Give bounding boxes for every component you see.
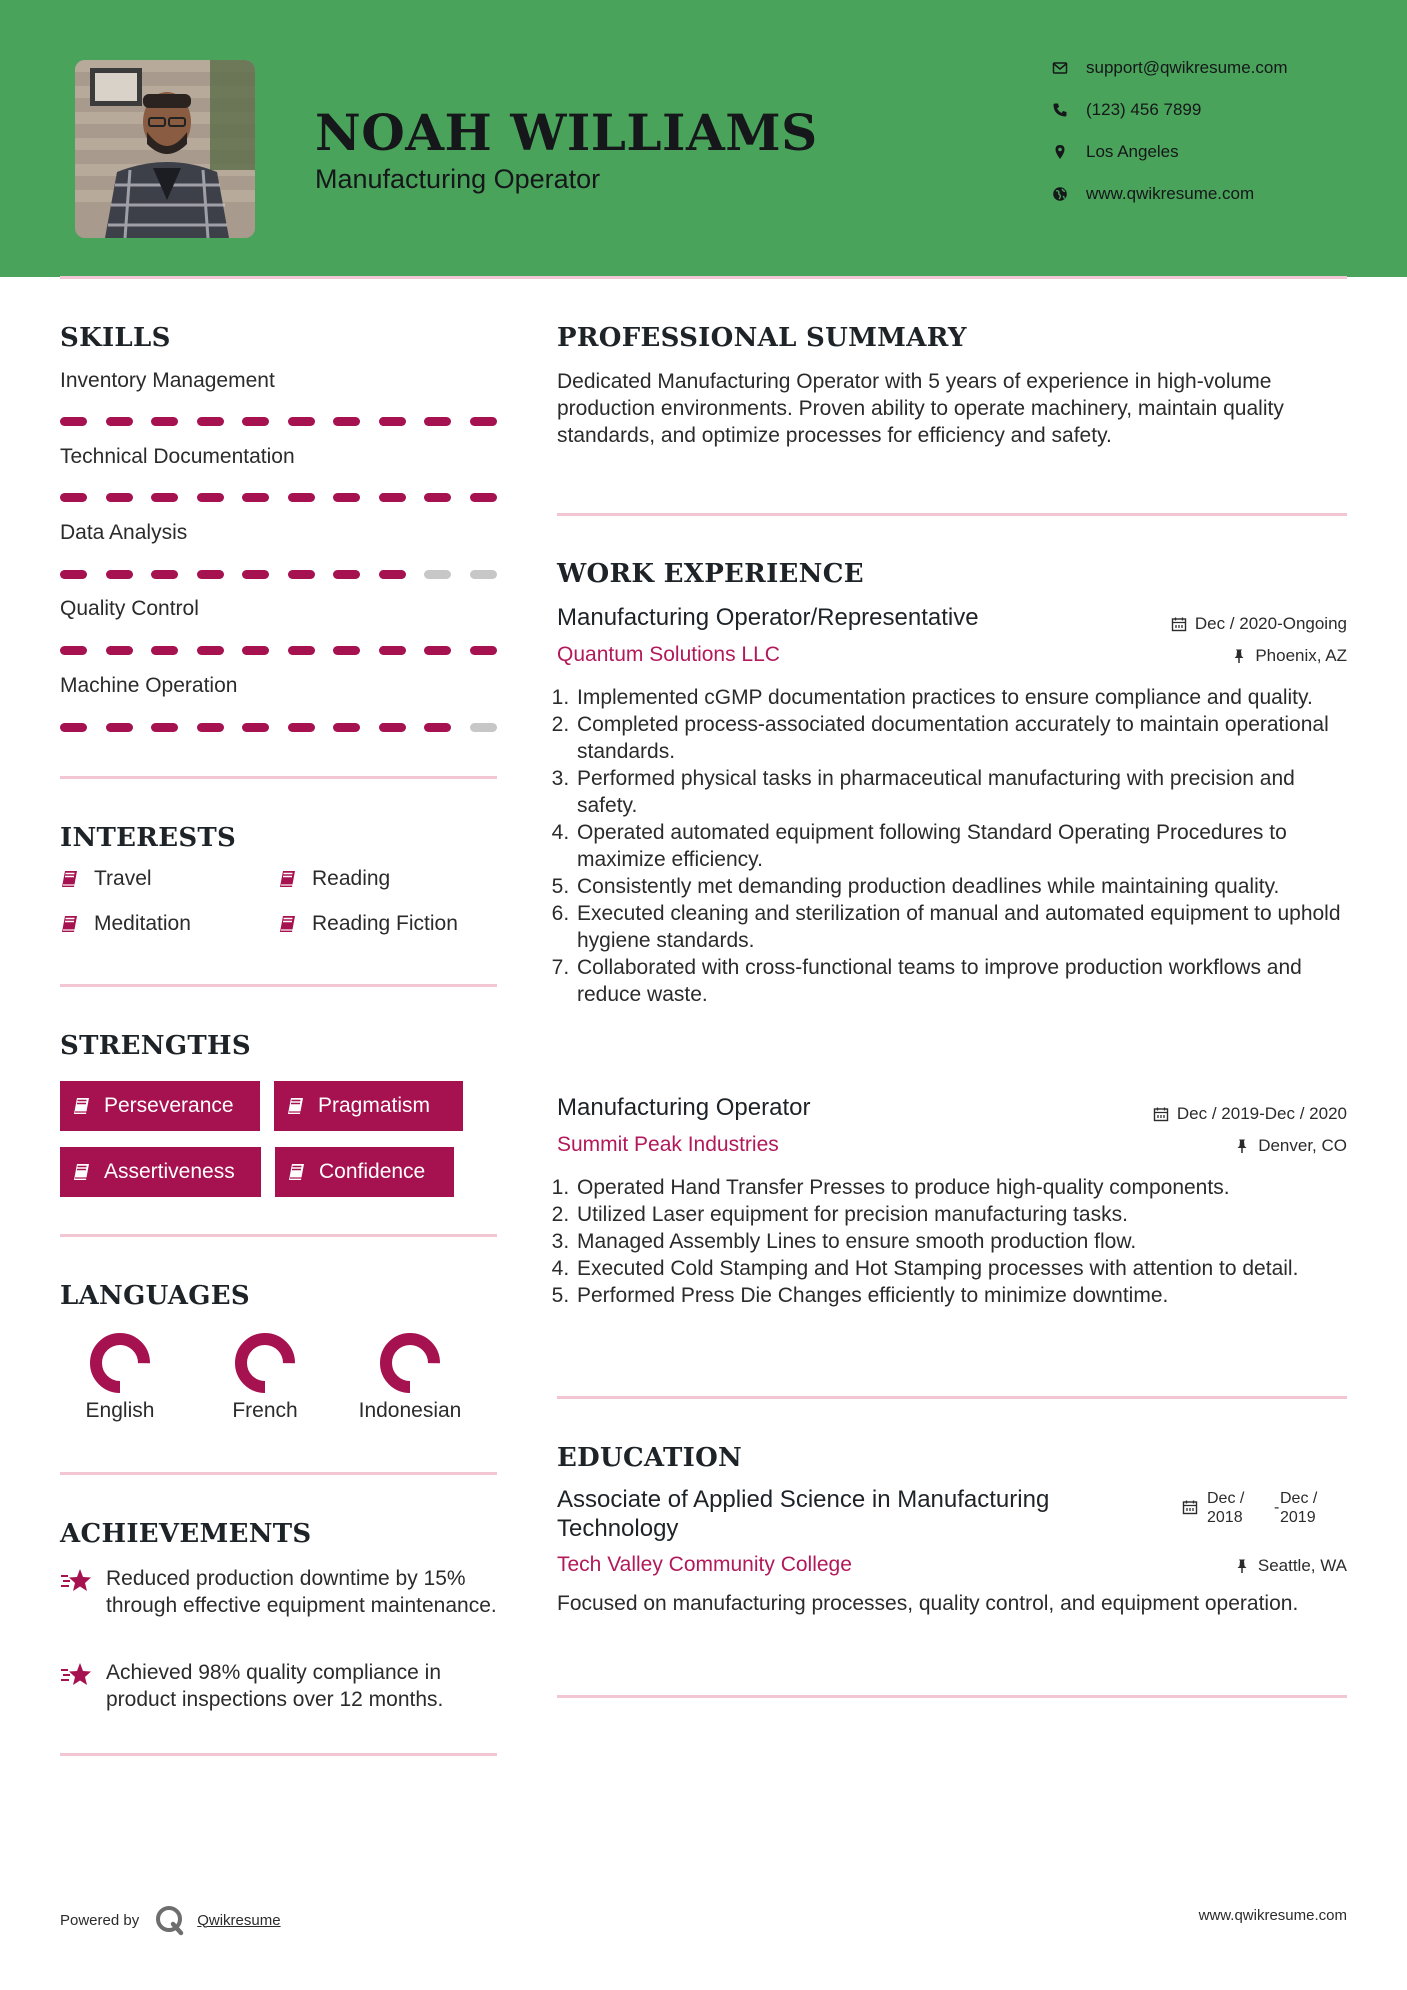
- language-level-ring: [378, 1331, 442, 1395]
- duty-item: 3. Performed physical tasks in pharmaceutical manufacturing with precision and safety.: [575, 765, 1357, 819]
- candidate-name: NOAH WILLIAMS: [315, 103, 818, 162]
- candidate-title: Manufacturing Operator: [315, 164, 601, 194]
- experience-heading: WORK EXPERIENCE: [557, 559, 864, 589]
- skill-dot-filled: [242, 723, 269, 732]
- interest-item: [60, 912, 191, 936]
- duty-item: 1. Implemented cGMP documentation practices to ensure compliance and quality.: [575, 684, 1357, 711]
- footer-url[interactable]: www.qwikresume.com: [1198, 1907, 1347, 1924]
- book-icon: [60, 914, 80, 934]
- qwikresume-logo-icon: [153, 1903, 187, 1937]
- job-location-text: Phoenix, AZ: [1255, 646, 1347, 665]
- skill-dot-filled: [470, 646, 497, 655]
- header-divider: [60, 276, 1347, 279]
- language-label: French: [232, 1399, 298, 1422]
- skill-dot-filled: [288, 493, 315, 502]
- skill-dot-filled: [424, 493, 451, 502]
- skill-dot-filled: [333, 646, 360, 655]
- strength-label: Perseverance: [104, 1094, 234, 1117]
- calendar-icon: [1171, 616, 1187, 632]
- achievement-text: Reduced production downtime by 15% through effective equipment maintenance.: [106, 1567, 497, 1617]
- skill-dot-filled: [379, 570, 406, 579]
- language-item: [60, 1331, 180, 1423]
- shooting-star-icon: [60, 1567, 92, 1595]
- skills-heading: SKILLS: [60, 323, 171, 353]
- skill-dot-filled: [288, 723, 315, 732]
- skill-dot-filled: [106, 493, 133, 502]
- section-divider: [60, 1753, 497, 1756]
- section-divider: [557, 1396, 1347, 1399]
- interest-label: Reading Fiction: [312, 912, 458, 935]
- skill-dot-filled: [333, 570, 360, 579]
- contact-phone[interactable]: [1050, 100, 1201, 120]
- education-location: [1234, 1556, 1347, 1576]
- language-level-ring: [233, 1331, 297, 1395]
- skill-dot-filled: [106, 417, 133, 426]
- job-title: Manufacturing Operator: [557, 1094, 811, 1121]
- education-date-separator: -: [1274, 1499, 1280, 1516]
- skill-dot-filled: [106, 570, 133, 579]
- company-name: Summit Peak Industries: [557, 1133, 779, 1156]
- language-level-arc: [96, 1339, 144, 1387]
- skill-dot-filled: [333, 493, 360, 502]
- footer-powered-by: [60, 1903, 281, 1937]
- interest-label: Travel: [94, 867, 152, 890]
- map-pin-icon: [1050, 142, 1070, 162]
- language-label: Indonesian: [358, 1399, 462, 1422]
- book-icon: [287, 1162, 307, 1182]
- education-end-date: Dec / 2019: [1280, 1490, 1318, 1526]
- pushpin-icon: [1234, 1558, 1250, 1574]
- duty-item: 4. Executed Cold Stamping and Hot Stamping processes with attention to detail.: [575, 1255, 1357, 1282]
- achievement-text: Achieved 98% quality compliance in product inspections over 12 months.: [106, 1661, 444, 1711]
- duty-item: 1. Operated Hand Transfer Presses to produce high-quality components.: [575, 1174, 1357, 1201]
- book-icon: [286, 1096, 306, 1116]
- skill-dot-filled: [242, 417, 269, 426]
- skill-dot-filled: [424, 417, 451, 426]
- pushpin-icon: [1231, 648, 1247, 664]
- education-description: Focused on manufacturing processes, quality control, and equipment operation.: [557, 1592, 1299, 1615]
- skill-name: Data Analysis: [60, 521, 188, 544]
- skill-dot-filled: [333, 723, 360, 732]
- skill-rating: [60, 570, 497, 579]
- pushpin-icon: [1234, 1138, 1250, 1154]
- section-divider: [60, 1234, 497, 1237]
- summary-text: Dedicated Manufacturing Operator with 5 years of experience in high-volume production environments. Proven ability to operate machinery, maintain quality standards, and optimize processes for efficiency and safety.: [557, 370, 1284, 447]
- skill-rating: [60, 646, 497, 655]
- duty-item: 7. Collaborated with cross-functional teams to improve production workflows and reduce waste.: [575, 954, 1357, 1008]
- skill-dot-filled: [242, 493, 269, 502]
- skill-dot-filled: [60, 723, 87, 732]
- skill-dot-filled: [106, 723, 133, 732]
- book-icon: [60, 869, 80, 889]
- contact-phone-text: (123) 456 7899: [1086, 100, 1202, 119]
- phone-icon: [1050, 100, 1070, 120]
- envelope-icon: [1050, 58, 1070, 78]
- skill-dot-filled: [197, 417, 224, 426]
- skill-dot-filled: [424, 646, 451, 655]
- job-date: [1153, 1104, 1347, 1124]
- job-date: [1171, 614, 1347, 634]
- skill-name: Technical Documentation: [60, 445, 295, 468]
- summary-heading: PROFESSIONAL SUMMARY: [557, 323, 967, 353]
- book-icon: [278, 869, 298, 889]
- skill-dot-filled: [379, 646, 406, 655]
- language-level-ring: [88, 1331, 152, 1395]
- qwikresume-link[interactable]: Qwikresume: [197, 1911, 281, 1929]
- skill-dot-filled: [197, 723, 224, 732]
- school-name: Tech Valley Community College: [557, 1553, 852, 1576]
- skill-rating: [60, 417, 497, 426]
- skill-dot-filled: [288, 646, 315, 655]
- skill-dot-filled: [60, 646, 87, 655]
- skill-name: Machine Operation: [60, 674, 238, 697]
- language-level-arc: [241, 1339, 289, 1387]
- skill-rating: [60, 493, 497, 502]
- language-label: English: [85, 1399, 155, 1422]
- skill-dot-empty: [424, 570, 451, 579]
- skill-dot-filled: [151, 723, 178, 732]
- skill-dot-filled: [197, 493, 224, 502]
- skill-dot-filled: [151, 417, 178, 426]
- contact-location-text: Los Angeles: [1086, 142, 1179, 161]
- skill-dot-filled: [470, 417, 497, 426]
- skill-dot-filled: [151, 570, 178, 579]
- languages-heading: LANGUAGES: [60, 1281, 250, 1311]
- education-start-date: Dec / 2018: [1207, 1490, 1245, 1526]
- job-location: [1234, 1136, 1347, 1156]
- achievements-heading: ACHIEVEMENTS: [60, 1519, 312, 1549]
- job-duties: [557, 1174, 1357, 1309]
- section-divider: [557, 1695, 1347, 1698]
- section-divider: [60, 1472, 497, 1475]
- contact-email-text: support@qwikresume.com: [1086, 58, 1288, 77]
- language-level-arc: [386, 1339, 434, 1387]
- skill-dot-filled: [106, 646, 133, 655]
- powered-by-label: Powered by: [60, 1911, 140, 1929]
- interest-item: [278, 912, 458, 936]
- skill-dot-filled: [197, 570, 224, 579]
- interest-item: [60, 867, 152, 891]
- achievement-item: [60, 1659, 500, 1713]
- contact-website[interactable]: [1050, 184, 1254, 204]
- job-date-text: Dec / 2020-Ongoing: [1194, 614, 1347, 633]
- skill-dot-filled: [60, 417, 87, 426]
- job-title: Manufacturing Operator/Representative: [557, 604, 979, 631]
- shooting-star-icon: [60, 1661, 92, 1689]
- calendar-icon: [1182, 1499, 1198, 1515]
- skill-dot-filled: [288, 417, 315, 426]
- book-icon: [278, 914, 298, 934]
- section-divider: [60, 776, 497, 779]
- skill-rating: [60, 723, 497, 732]
- language-item: [205, 1331, 325, 1423]
- interests-heading: INTERESTS: [60, 823, 237, 853]
- skill-dot-filled: [60, 570, 87, 579]
- company-name: Quantum Solutions LLC: [557, 643, 780, 666]
- contact-email[interactable]: [1050, 58, 1288, 78]
- contact-location: [1050, 142, 1179, 162]
- duty-item: 5. Performed Press Die Changes efficiently to minimize downtime.: [575, 1282, 1357, 1309]
- interest-label: Meditation: [94, 912, 191, 935]
- contact-website-text: www.qwikresume.com: [1086, 184, 1255, 203]
- strengths-heading: STRENGTHS: [60, 1031, 251, 1061]
- skill-dot-filled: [197, 646, 224, 655]
- degree-title: Associate of Applied Science in Manufacturing Technology: [557, 1486, 1050, 1542]
- strength-label: Pragmatism: [318, 1094, 431, 1117]
- achievement-item: [60, 1565, 500, 1619]
- skill-name: Quality Control: [60, 597, 199, 620]
- book-icon: [72, 1162, 92, 1182]
- skill-dot-filled: [333, 417, 360, 426]
- book-icon: [72, 1096, 92, 1116]
- skill-dot-filled: [151, 646, 178, 655]
- section-divider: [557, 513, 1347, 516]
- duty-item: 4. Operated automated equipment following Standard Operating Procedures to maximize efficiency.: [575, 819, 1357, 873]
- job-duties: [557, 684, 1357, 1008]
- duty-item: 2. Utilized Laser equipment for precision manufacturing tasks.: [575, 1201, 1357, 1228]
- profile-photo: [75, 60, 255, 238]
- skill-dot-filled: [242, 646, 269, 655]
- strength-label: Assertiveness: [104, 1160, 235, 1183]
- skill-dot-filled: [151, 493, 178, 502]
- skill-dot-empty: [470, 723, 497, 732]
- strength-tag: [60, 1147, 261, 1197]
- strength-label: Confidence: [319, 1160, 426, 1183]
- strength-tag: [275, 1147, 454, 1197]
- job-location: [1231, 646, 1347, 666]
- duty-item: 2. Completed process-associated documentation accurately to maintain operational standards.: [575, 711, 1357, 765]
- skill-name: Inventory Management: [60, 369, 275, 392]
- job-location-text: Denver, CO: [1258, 1136, 1347, 1155]
- interest-label: Reading: [312, 867, 391, 890]
- education-location-text: Seattle, WA: [1257, 1556, 1347, 1575]
- skill-dot-filled: [379, 493, 406, 502]
- skill-dot-empty: [470, 570, 497, 579]
- skill-dot-filled: [60, 493, 87, 502]
- skill-dot-filled: [470, 493, 497, 502]
- duty-item: 6. Executed cleaning and sterilization of manual and automated equipment to uphold hygiene standards.: [575, 900, 1357, 954]
- language-item: [350, 1331, 470, 1423]
- strength-tag: [60, 1081, 260, 1131]
- strength-tag: [274, 1081, 463, 1131]
- skill-dot-filled: [379, 723, 406, 732]
- duty-item: 3. Managed Assembly Lines to ensure smooth production flow.: [575, 1228, 1357, 1255]
- duty-item: 5. Consistently met demanding production deadlines while maintaining quality.: [575, 873, 1357, 900]
- job-date-text: Dec / 2019-Dec / 2020: [1176, 1104, 1347, 1123]
- interest-item: [278, 867, 390, 891]
- skill-dot-filled: [242, 570, 269, 579]
- calendar-icon: [1153, 1106, 1169, 1122]
- skill-dot-filled: [379, 417, 406, 426]
- education-heading: EDUCATION: [557, 1443, 743, 1473]
- skill-dot-filled: [424, 723, 451, 732]
- globe-icon: [1050, 184, 1070, 204]
- section-divider: [60, 984, 497, 987]
- skill-dot-filled: [288, 570, 315, 579]
